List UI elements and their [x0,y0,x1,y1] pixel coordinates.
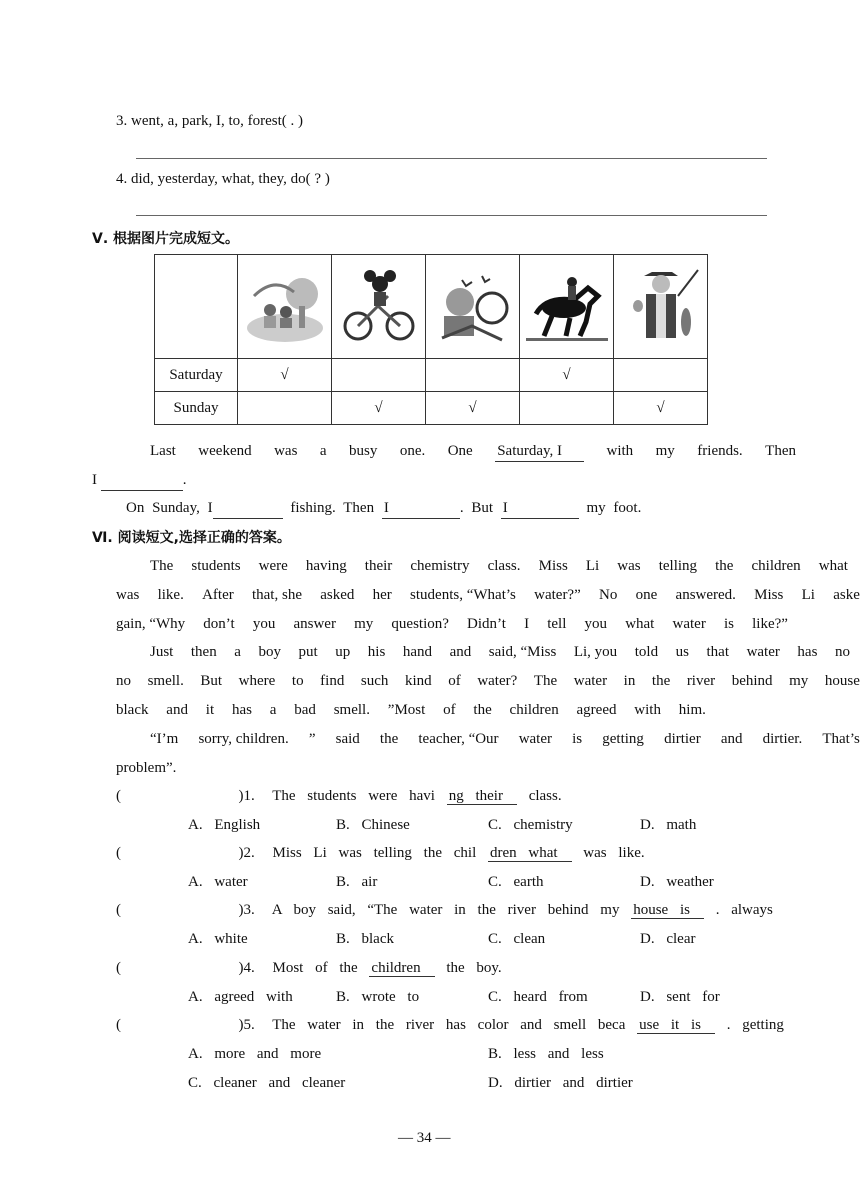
word: Didn’t [467,616,506,632]
word: hand [402,644,433,660]
check-cell: √ [238,359,332,392]
option-b[interactable]: B. black [336,931,394,947]
passage5-line2: I . [92,470,187,491]
stem-underline: use it is [637,1017,715,1034]
word: one [635,587,658,603]
option-d[interactable]: D. math [640,817,697,833]
word: question? [391,616,449,632]
word: river [686,673,716,689]
word: the [379,731,399,747]
picture-cell [614,255,708,359]
check-cell [238,392,332,425]
question-3-stem [116,900,773,920]
section-5-title: Ⅴ. 根据图片完成短文。 [92,231,240,247]
stem-text: The water in the river has color and smell beca [272,1017,626,1033]
option-d[interactable]: D. dirtier and dirtier [488,1075,633,1091]
word: my [789,673,809,689]
word: a [269,702,277,718]
word: telling [658,558,698,574]
check-cell [614,359,708,392]
word: his [367,644,386,660]
stem-text: Most of the [272,960,358,976]
question-4-stem [116,958,502,978]
blank-4[interactable]: I [382,498,460,519]
word: is [572,731,583,747]
stem-text: . getting [726,1017,784,1033]
word: him. [678,702,706,718]
section-6-title: Ⅵ. 阅读短文,选择正确的答案。 [92,530,291,546]
word: class. [487,558,521,574]
word: aske [833,587,860,603]
word: dirtier. [762,731,803,747]
word: kind [404,673,432,689]
word: then [190,644,217,660]
word: water [573,673,608,689]
option-d[interactable]: D. weather [640,874,714,890]
passage6-line4 [150,642,850,662]
word: children [509,702,559,718]
answer-bracket[interactable]: ( )1. [116,788,255,804]
stem-underline: dren what [488,845,572,862]
option-a[interactable]: A. more and more [188,1046,322,1062]
option-d[interactable]: D. clear [640,931,696,947]
word: the [473,702,492,718]
picture-cell [332,255,426,359]
word: chemistry [410,558,470,574]
word: and [449,644,472,660]
question-5-stem [116,1015,784,1035]
word: children [751,558,801,574]
word: that, she [251,587,302,603]
word: asked [320,587,355,603]
stem-text: The students were havi [272,788,435,804]
word: The [150,558,174,574]
word: “I’m [150,731,179,747]
word: my [354,616,374,632]
word: Miss [754,587,784,603]
stem-text: was like. [583,845,645,861]
word: Li [801,587,815,603]
word: boy [258,644,281,660]
option-a[interactable]: A. English [188,817,261,833]
word: answer [293,616,336,632]
word: don’t [203,616,235,632]
word: tell [547,616,567,632]
stem-text: class. [528,788,562,804]
option-c[interactable]: C. heard from [488,989,588,1005]
word: us [675,644,689,660]
stem-text: the boy. [446,960,502,976]
word: was [116,587,140,603]
picture-cell [426,255,520,359]
word: smell. [147,673,184,689]
check-cell: √ [332,392,426,425]
question-1-stem [116,786,562,806]
passage5-line3: On Sunday, I fishing. Then I . But I my foot. [126,498,641,519]
word: bad [294,702,316,718]
word: said, “Miss [488,644,557,660]
question-4: 4. did, yesterday, what, they, do( ? ) [116,171,330,187]
answer-bracket[interactable]: ( )4. [116,960,255,976]
word: up [335,644,351,660]
word: find [320,673,345,689]
word: what [818,558,848,574]
option-a[interactable]: A. water [188,874,248,890]
word: were [258,558,288,574]
passage6-line2 [116,585,860,605]
option-c[interactable]: C. cleaner and cleaner [188,1075,346,1091]
page-number: — 34 — [398,1130,451,1146]
word: you [252,616,276,632]
word: But [200,673,223,689]
word: has [231,702,252,718]
word: teacher, “Our [418,731,499,747]
option-d[interactable]: D. sent for [640,989,720,1005]
word: ” [308,731,316,747]
passage6-line8: problem”. [116,760,177,776]
check-cell [426,359,520,392]
word: the [715,558,734,574]
word: smell. [333,702,370,718]
answer-bracket[interactable]: ( )2. [116,845,255,861]
word: water [518,731,552,747]
word: I [524,616,530,632]
blank-3[interactable] [213,498,283,519]
blank-1[interactable]: Saturday, I [495,441,584,462]
passage6-line1 [150,556,848,576]
word: students, “What’s [410,587,516,603]
table-corner-cell [155,255,238,359]
option-c[interactable]: C. clean [488,931,546,947]
word: such [360,673,389,689]
word: Li, you [573,644,618,660]
word: black [116,702,149,718]
activity-table [154,254,708,425]
check-cell: √ [520,359,614,392]
row-label-sunday: Sunday [155,392,238,425]
option-b[interactable]: B. wrote to [336,989,420,1005]
passage6-line3 [116,614,788,634]
passage5-line1: Last weekend was a busy one. One Saturday, I with my friends. Then [150,441,796,462]
word: water? [477,673,518,689]
word: of [443,702,456,718]
answer-bracket[interactable]: ( )3. [116,902,255,918]
stem-underline: children [369,960,434,977]
word: Li [585,558,600,574]
mouse-riding-bike-icon [338,266,420,348]
word: said [335,731,360,747]
word: having [305,558,347,574]
question-2-stem [116,843,645,863]
blank-5[interactable]: I [501,498,579,519]
row-label-saturday: Saturday [155,359,238,392]
stem-text: . always [715,902,773,918]
word: you [584,616,608,632]
word: the [651,673,671,689]
word: The [533,673,558,689]
check-cell [332,359,426,392]
option-a[interactable]: A. agreed with [188,989,293,1005]
word: a [234,644,241,660]
check-cell: √ [614,392,708,425]
word: That’s [822,731,860,747]
word: what [625,616,655,632]
word: water [746,644,780,660]
word: like?” [752,616,788,632]
word: no [116,673,131,689]
word: house [824,673,860,689]
stem-underline: house is [631,902,704,919]
word: and [720,731,743,747]
passage6-line6 [116,700,706,720]
word: water?” [534,587,581,603]
word: students [191,558,241,574]
word: getting [602,731,644,747]
word: behind [731,673,773,689]
stem-text: Miss Li was telling the chil [272,845,477,861]
word: like. [157,587,184,603]
children-picnic-icon [244,266,326,348]
question-3: 3. went, a, park, I, to, forest( . ) [116,113,304,129]
word: sorry, children. [198,731,289,747]
word: was [617,558,641,574]
word: Miss [538,558,568,574]
option-b[interactable]: B. Chinese [336,817,410,833]
word: No [599,587,618,603]
word: that [706,644,730,660]
bike-crash-icon [432,266,514,348]
word: gain, “Why [116,616,186,632]
answer-line-4[interactable] [136,215,767,216]
word: their [364,558,393,574]
word: is [723,616,734,632]
answer-line-3[interactable] [136,158,767,159]
word: ”Most [387,702,426,718]
word: in [623,673,636,689]
word: it [205,702,215,718]
word: with [634,702,661,718]
word: has [797,644,818,660]
passage6-line5 [116,671,860,691]
option-b[interactable]: B. less and less [488,1046,604,1062]
option-c[interactable]: C. earth [488,874,544,890]
option-b[interactable]: B. air [336,874,378,890]
picture-cell [520,255,614,359]
word: answered. [675,587,736,603]
option-c[interactable]: C. chemistry [488,817,573,833]
word: her [372,587,392,603]
option-a[interactable]: A. white [188,931,248,947]
word: put [298,644,318,660]
word: where [238,673,276,689]
word: and [166,702,188,718]
man-fishing-icon [620,266,702,348]
word: Just [150,644,174,660]
passage6-line7 [150,729,860,749]
blank-2[interactable] [101,470,183,491]
check-cell: √ [426,392,520,425]
word: After [202,587,234,603]
word: no [834,644,850,660]
stem-underline: ng their [447,788,517,805]
check-cell [520,392,614,425]
word: told [634,644,659,660]
picture-cell [238,255,332,359]
word: of [448,673,461,689]
word: agreed [576,702,617,718]
word: to [291,673,304,689]
word: water [672,616,706,632]
horse-riding-icon [526,266,608,348]
word: dirtier [664,731,701,747]
answer-bracket[interactable]: ( )5. [116,1017,255,1033]
stem-text: A boy said, “The water in the river behind my [271,902,620,918]
